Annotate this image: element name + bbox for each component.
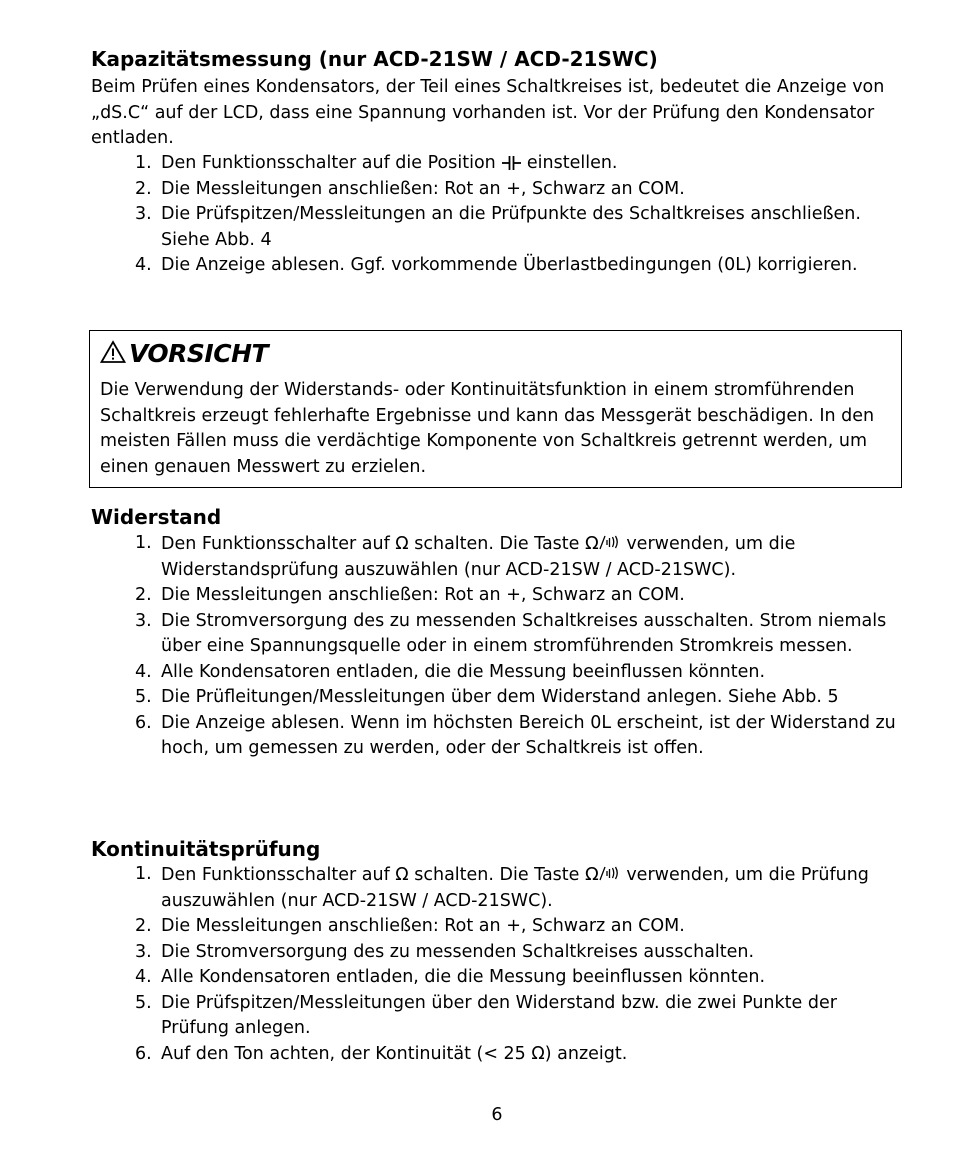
step-text: Die Prüfspitzen/Messleitungen über den Widerstand bzw. die zwei Punkte der Prüfung anlegen. xyxy=(161,992,837,1038)
list-item xyxy=(0,253,906,279)
capacitance-steps xyxy=(0,151,906,279)
step-number: 1. xyxy=(135,533,152,553)
caution-box xyxy=(89,330,902,488)
list-item xyxy=(0,965,906,991)
step-number: 3. xyxy=(135,204,152,224)
capacitor-icon xyxy=(501,151,521,177)
page-number: 6 xyxy=(491,1105,503,1125)
step-text: Alle Kondensatoren entladen, die die Messung beeinflussen könnten. xyxy=(161,967,766,987)
resistance-heading: Widerstand xyxy=(91,505,222,529)
step-text: Die Prüfleitungen/Messleitungen über dem Widerstand anlegen. Siehe Abb. 5 xyxy=(161,687,839,707)
step-text: Die Messleitungen anschließen: Rot an +, Schwarz an COM. xyxy=(161,178,685,199)
step-text: Auf den Ton achten, der Kontinuität (< 25 Ω) anzeigt. xyxy=(161,1043,628,1064)
list-item xyxy=(0,940,906,966)
list-item xyxy=(0,711,906,762)
step-number: 3. xyxy=(135,610,152,631)
step-number: 4. xyxy=(135,255,152,275)
step-text-end: verwenden, um die Prüfung auszuwählen (nur ACD-21SW / ACD-21SWC). xyxy=(161,865,869,911)
step-number: 2. xyxy=(135,178,152,199)
step-number: 5. xyxy=(135,687,152,707)
step-text: Den Funktionsschalter auf Ω schalten. Die Taste xyxy=(161,534,585,554)
list-item xyxy=(0,685,906,711)
capacitance-intro: Beim Prüfen eines Kondensators, der Teil eines Schaltkreises ist, bedeutet die Anzeige von „dS.C“ auf der LCD, dass eine Spannung vorhanden ist. Vor der Prüfung den Kondensator entladen. xyxy=(91,77,885,148)
list-item xyxy=(0,609,906,660)
step-text: Die Messleitungen anschließen: Rot an +, Schwarz an COM. xyxy=(161,916,685,936)
list-item xyxy=(0,862,906,914)
list-item xyxy=(0,531,906,583)
step-number: 4. xyxy=(135,967,152,987)
step-number: 4. xyxy=(135,661,152,682)
caution-title: VORSICHT xyxy=(129,339,269,368)
list-item xyxy=(0,177,906,203)
step-text: Die Anzeige ablesen. Wenn im höchsten Bereich 0L erscheint, ist der Widerstand zu hoch, um gemessen zu werden, oder der Schaltkreis ist offen. xyxy=(161,712,896,758)
continuity-heading: Kontinuitätsprüfung xyxy=(91,837,321,861)
step-number: 2. xyxy=(135,585,152,605)
step-text-end: verwenden, um die Widerstandsprüfung auszuwählen (nur ACD-21SW / ACD-21SWC). xyxy=(161,534,796,580)
step-text: Alle Kondensatoren entladen, die die Messung beeinflussen könnten. xyxy=(161,661,766,682)
step-number: 1. xyxy=(135,153,152,173)
list-item xyxy=(0,151,906,177)
list-item xyxy=(0,202,906,253)
resistance-steps xyxy=(0,531,906,762)
step-number: 3. xyxy=(135,941,152,962)
step-text: Die Prüfspitzen/Messleitungen an die Prüfpunkte des Schaltkreises anschließen. Siehe Abb. 4 xyxy=(161,204,861,250)
step-text: Die Stromversorgung des zu messenden Schaltkreises ausschalten. xyxy=(161,941,755,962)
list-item xyxy=(0,660,906,686)
capacitance-heading: Kapazitätsmessung (nur ACD-21SW / ACD-21SWC) xyxy=(91,47,658,71)
step-number: 2. xyxy=(135,916,152,936)
step-text: Den Funktionsschalter auf Ω schalten. Die Taste xyxy=(161,865,585,885)
caution-header xyxy=(100,339,268,369)
step-text: Die Anzeige ablesen. Ggf. vorkommende Überlastbedingungen (0L) korrigieren. xyxy=(161,255,858,275)
list-item xyxy=(0,1042,906,1068)
step-number: 6. xyxy=(135,712,152,733)
step-number: 1. xyxy=(135,864,152,884)
list-item xyxy=(0,583,906,609)
step-text-end: einstellen. xyxy=(521,153,618,173)
step-number: 5. xyxy=(135,992,152,1013)
ohm-continuity-icon: Ω xyxy=(585,862,621,889)
caution-text: Die Verwendung der Widerstands- oder Kontinuitätsfunktion in einem stromführenden Schaltkreis erzeugt fehlerhafte Ergebnisse und kann das Messgerät beschädigen. In den meisten Fällen muss die verdächtige Komponente von Schaltkreis getrennt werden, um einen genauen Messwert zu erzielen. xyxy=(100,380,875,477)
continuity-steps xyxy=(0,862,906,1067)
list-item xyxy=(0,991,906,1042)
ohm-continuity-icon: Ω xyxy=(585,531,621,558)
step-text: Die Stromversorgung des zu messenden Schaltkreises ausschalten. Strom niemals über eine Spannungsquelle oder in einem stromführenden Stromkreis messen. xyxy=(161,610,887,656)
step-text: Den Funktionsschalter auf die Position xyxy=(161,153,502,173)
warning-triangle-icon xyxy=(100,340,126,368)
step-number: 6. xyxy=(135,1043,152,1064)
list-item xyxy=(0,914,906,940)
step-text: Die Messleitungen anschließen: Rot an +, Schwarz an COM. xyxy=(161,585,685,605)
